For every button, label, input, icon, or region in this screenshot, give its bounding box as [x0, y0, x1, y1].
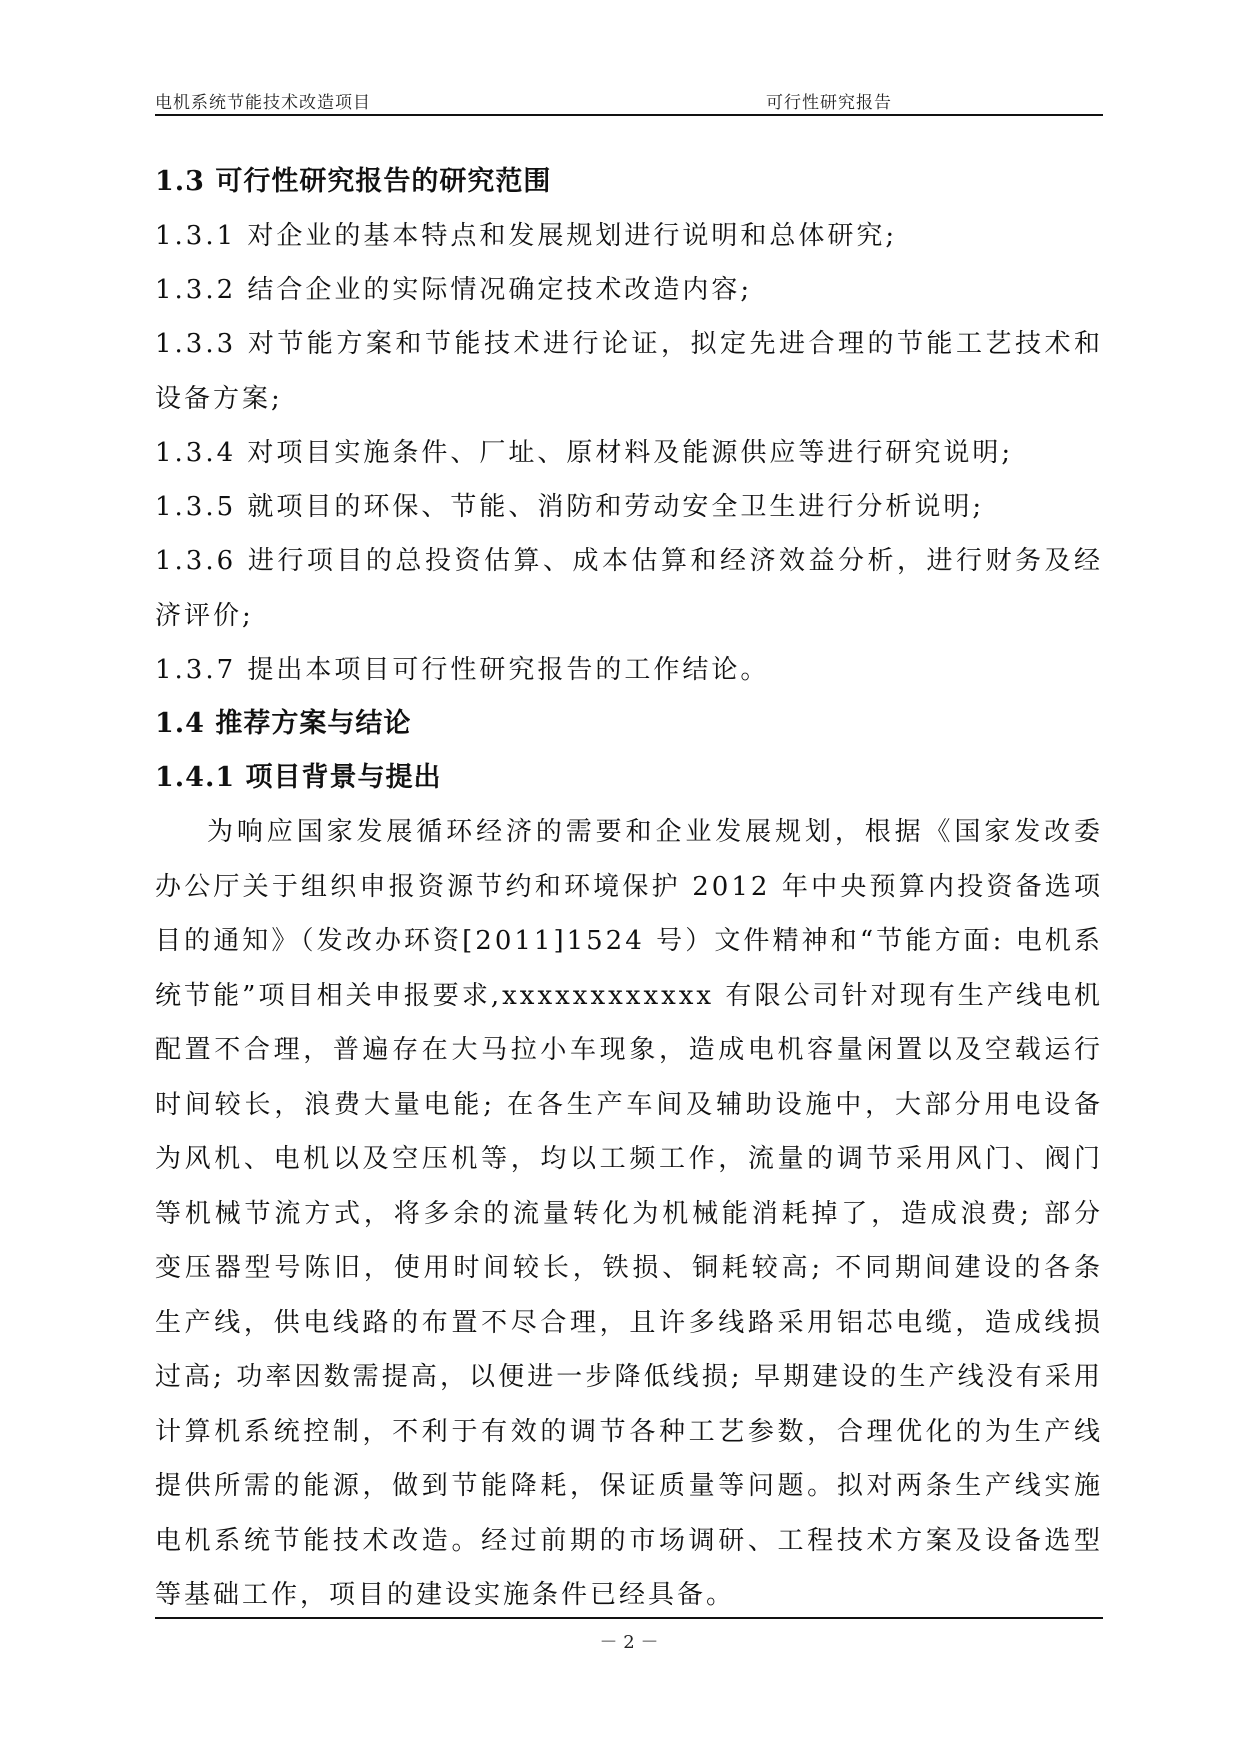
page-header: [155, 84, 1103, 114]
section-heading-1-4-1: 1.4.1 项目背景与提出: [155, 762, 442, 793]
list-item-1-3-1: 1.3.1 对企业的基本特点和发展规划进行说明和总体研究;: [155, 221, 898, 251]
list-item-1-3-4: 1.3.4 对项目实施条件、厂址、原材料及能源供应等进行研究说明;: [155, 438, 1014, 468]
section-heading-1-4: 1.4 推荐方案与结论: [155, 708, 412, 739]
header-divider: [155, 114, 1103, 116]
list-item-1-3-7: 1.3.7 提出本项目可行性研究报告的工作结论。: [155, 655, 770, 685]
list-item-1-3-6: 1.3.6 进行项目的总投资估算、成本估算和经济效益分析，进行财务及经济评价;: [155, 546, 1103, 631]
list-item-1-3-2: 1.3.2 结合企业的实际情况确定技术改造内容;: [155, 275, 753, 305]
header-project-title: 电机系统节能技术改造项目: [155, 93, 371, 113]
list-item-1-3-5: 1.3.5 就项目的环保、节能、消防和劳动安全卫生进行分析说明;: [155, 492, 985, 522]
section-heading-1-3: 1.3 可行性研究报告的研究范围: [155, 166, 552, 197]
list-item-1-3-3: 1.3.3 对节能方案和节能技术进行论证，拟定先进合理的节能工艺技术和设备方案;: [155, 329, 1103, 414]
page-number: － 2 －: [599, 1632, 659, 1653]
footer-divider: [155, 1617, 1103, 1619]
document-body: [155, 155, 1103, 1623]
body-paragraph: 为响应国家发展循环经济的需要和企业发展规划，根据《国家发改委办公厅关于组织申报资源节约和环境保护 2012 年中央预算内投资备选项目的通知》（发改办环资[2011]1524 号）文件精神和“节能方面: 电机系统节能”项目相关申报要求,xxxxxxxxxxxx 有限公司针对现有生产线电机配置不合理，普遍存在大马拉小车现象，造成电机容量闲置以及空载运行时间较长，浪费大量电能; 在各生产车间及辅助设施中，大部分用电设备为风机、电机以及空压机等，均以工频工作，流量的调节采用风门、阀门等机械节流方式，将多余的流量转化为机械能消耗掉了，造成浪费; 部分变压器型号陈旧，使用时间较长，铁损、铜耗较高; 不同期间建设的各条生产线，供电线路的布置不尽合理，且许多线路采用铝芯电缆，造成线损过高; 功率因数需提高，以便进一步降低线损; 早期建设的生产线没有采用计算机系统控制，不利于有效的调节各种工艺参数，合理优化的为生产线提供所需的能源，做到节能降耗，保证质量等问题。拟对两条生产线实施电机系统节能技术改造。经过前期的市场调研、工程技术方案及设备选型等基础工作，项目的建设实施条件已经具备。: [155, 817, 1103, 1610]
header-report-title: 可行性研究报告: [766, 93, 892, 113]
